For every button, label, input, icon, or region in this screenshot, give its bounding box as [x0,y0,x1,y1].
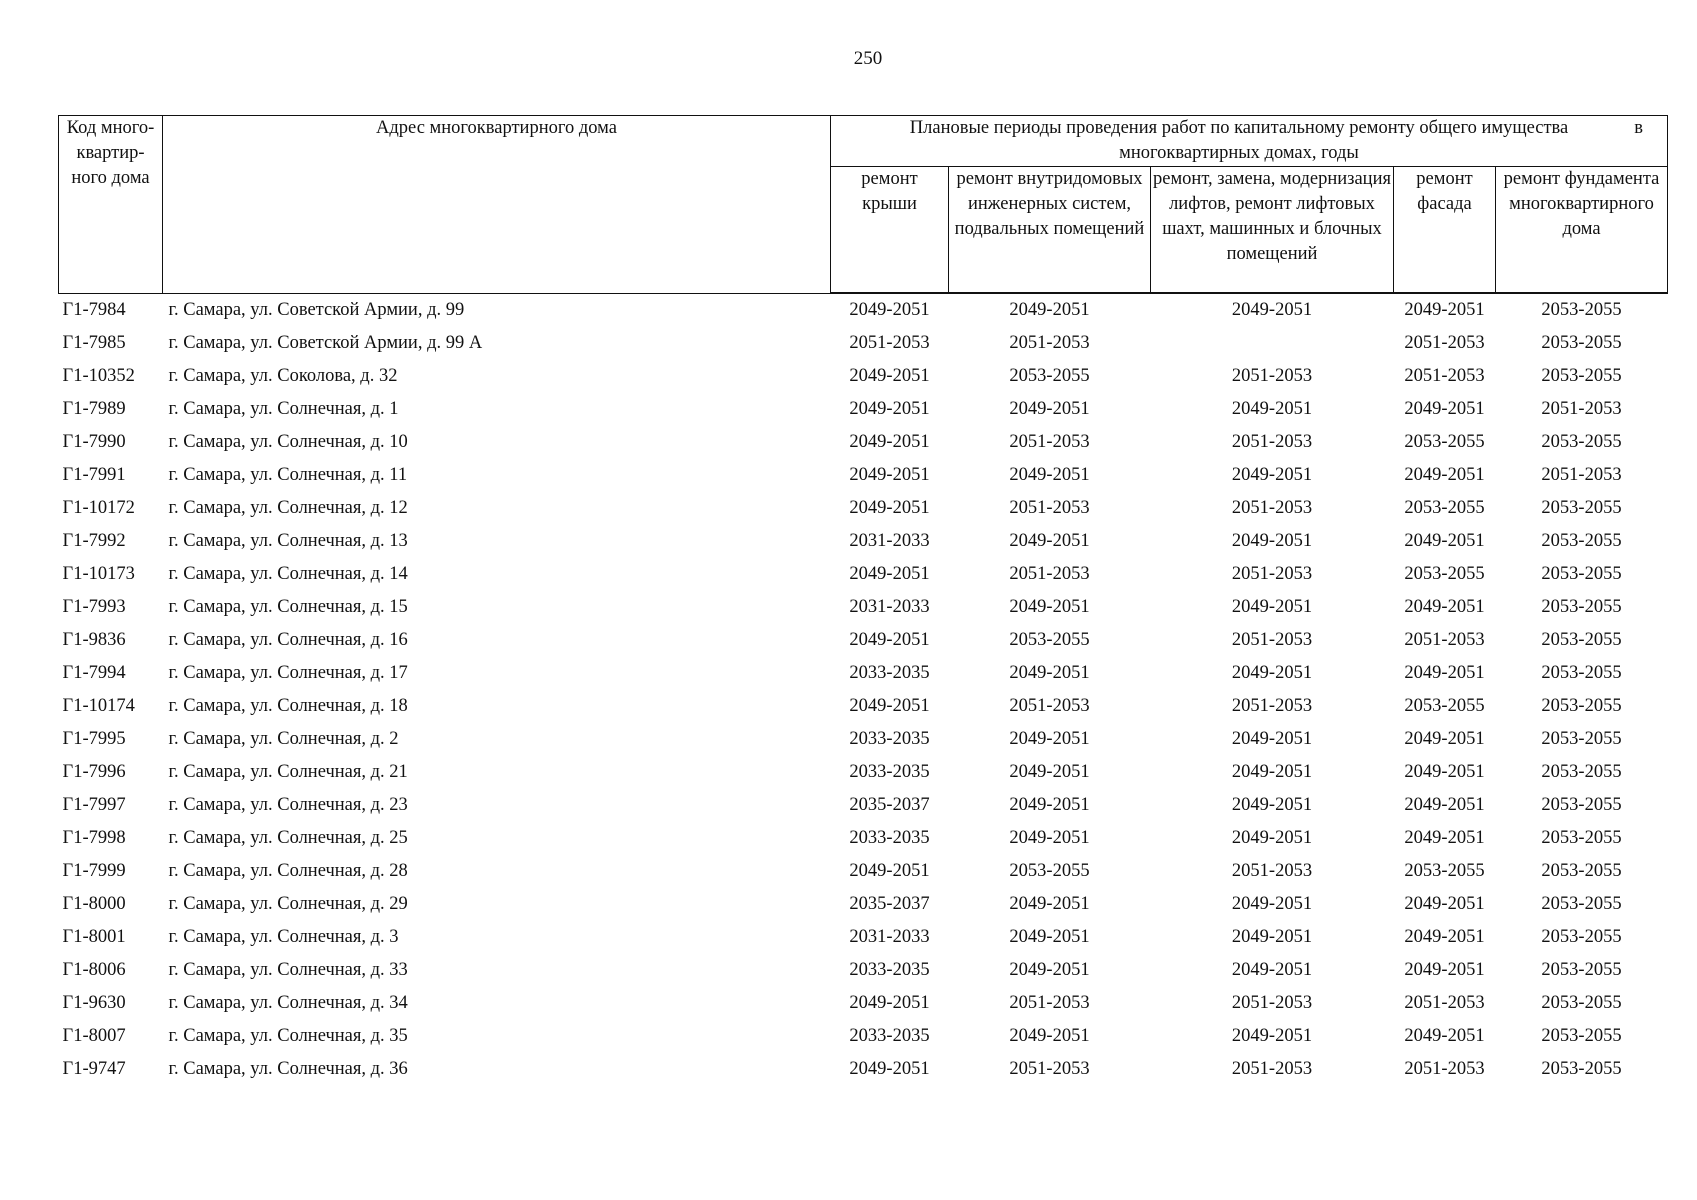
cell-code: Г1-10352 [62,366,135,386]
cell-roof: 2049-2051 [849,399,930,419]
cell-roof: 2049-2051 [849,1059,930,1079]
table-row [59,293,1668,327]
cell-foundation: 2053-2055 [1541,531,1622,551]
cell-address: г. Самара, ул. Солнечная, д. 36 [168,1059,408,1079]
cell-facade: 2049-2051 [1404,795,1485,815]
header-planned-periods [831,116,1668,167]
cell-address: г. Самара, ул. Солнечная, д. 1 [168,399,399,419]
cell-code: Г1-9747 [62,1059,126,1079]
cell-engineering: 2049-2051 [1009,663,1090,683]
cell-facade: 2049-2051 [1404,399,1485,419]
cell-engineering: 2049-2051 [1009,894,1090,914]
table-row [59,360,1668,393]
cell-foundation: 2053-2055 [1541,960,1622,980]
cell-foundation: 2053-2055 [1541,927,1622,947]
header-planned-periods-line2: многоквартирных домах, годы [1119,143,1359,163]
cell-foundation: 2053-2055 [1541,630,1622,650]
cell-roof: 2049-2051 [849,498,930,518]
cell-engineering: 2049-2051 [1009,465,1090,485]
cell-engineering: 2051-2053 [1009,993,1090,1013]
cell-code: Г1-9836 [62,630,126,650]
cell-lifts: 2049-2051 [1231,399,1313,419]
cell-facade: 2053-2055 [1404,564,1485,584]
cell-foundation: 2053-2055 [1541,861,1622,881]
cell-lifts: 2049-2051 [1231,828,1313,848]
cell-address: г. Самара, ул. Солнечная, д. 3 [168,927,399,947]
cell-code: Г1-7992 [62,531,126,551]
cell-facade: 2053-2055 [1404,696,1485,716]
cell-address: г. Самара, ул. Солнечная, д. 23 [168,795,408,815]
cell-facade: 2049-2051 [1404,927,1485,947]
table-row [59,822,1668,855]
cell-foundation: 2053-2055 [1541,795,1622,815]
cell-roof: 2031-2033 [849,927,930,947]
cell-engineering: 2053-2055 [1009,630,1090,650]
cell-lifts: 2051-2053 [1231,630,1313,650]
cell-facade: 2049-2051 [1404,531,1485,551]
cell-address: г. Самара, ул. Солнечная, д. 13 [168,531,408,551]
cell-engineering: 2051-2053 [1009,333,1090,353]
cell-foundation: 2051-2053 [1541,399,1622,419]
cell-address: г. Самара, ул. Солнечная, д. 35 [168,1026,408,1046]
table-row [59,492,1668,525]
cell-foundation: 2053-2055 [1541,663,1622,683]
cell-lifts: 2049-2051 [1231,729,1313,749]
cell-facade: 2049-2051 [1404,597,1485,617]
cell-address: г. Самара, ул. Солнечная, д. 28 [168,861,408,881]
cell-engineering: 2051-2053 [1009,696,1090,716]
cell-code: Г1-7984 [62,299,126,320]
cell-code: Г1-7995 [62,729,126,749]
cell-roof: 2051-2053 [849,333,930,353]
header-engineering: ремонт внутридомовых инженерных систем, подвальных помещений [949,167,1151,294]
cell-engineering: 2049-2051 [1009,300,1090,320]
cell-code: Г1-7999 [62,861,126,881]
table-row [59,690,1668,723]
table-row [59,954,1668,987]
cell-engineering: 2049-2051 [1009,531,1090,551]
cell-lifts: 2051-2053 [1231,861,1313,881]
cell-lifts: 2051-2053 [1231,498,1313,518]
cell-facade: 2053-2055 [1404,432,1485,452]
table-row [59,921,1668,954]
cell-address: г. Самара, ул. Солнечная, д. 17 [168,663,408,683]
cell-code: Г1-8000 [62,894,126,914]
cell-roof: 2033-2035 [849,729,930,749]
header-foundation: ремонт фундамента многоквартирного дома [1496,167,1668,294]
cell-code: Г1-7990 [62,432,126,452]
cell-facade: 2053-2055 [1404,861,1485,881]
header-lifts: ремонт, замена, модернизация лифтов, ремонт лифтовых шахт, машинных и блочных помещений [1151,167,1394,294]
cell-lifts: 2049-2051 [1231,465,1313,485]
cell-code: Г1-7996 [62,762,126,782]
cell-facade: 2049-2051 [1404,894,1485,914]
cell-engineering: 2049-2051 [1009,729,1090,749]
table-row [59,723,1668,756]
cell-address: г. Самара, ул. Солнечная, д. 14 [168,564,408,584]
table-row [59,591,1668,624]
header-code: Код много-квартир-ного дома [59,116,163,294]
table-row [59,888,1668,921]
cell-code: Г1-8001 [62,927,126,947]
cell-address: г. Самара, ул. Солнечная, д. 16 [168,630,408,650]
cell-roof: 2049-2051 [849,993,930,1013]
cell-code: Г1-7997 [62,795,126,815]
cell-code: Г1-7998 [62,828,126,848]
cell-engineering: 2049-2051 [1009,795,1090,815]
table-row [59,558,1668,591]
cell-code: Г1-8006 [62,960,126,980]
cell-roof: 2031-2033 [849,531,930,551]
cell-lifts [1151,327,1394,360]
header-roof: ремонт крыши [831,167,949,294]
cell-code: Г1-9630 [62,993,126,1013]
table-row [59,657,1668,690]
cell-engineering: 2051-2053 [1009,432,1090,452]
cell-engineering: 2049-2051 [1009,1026,1090,1046]
cell-lifts: 2049-2051 [1231,927,1313,947]
cell-address: г. Самара, ул. Солнечная, д. 34 [168,993,408,1013]
table-row [59,789,1668,822]
cell-foundation: 2053-2055 [1541,498,1622,518]
page-number: 250 [853,48,883,69]
header-address: Адрес многоквартирного дома [163,116,831,294]
cell-foundation: 2053-2055 [1541,432,1622,452]
table-row [59,987,1668,1020]
cell-address: г. Самара, ул. Советской Армии, д. 99 А [168,333,483,353]
cell-facade: 2051-2053 [1404,366,1485,386]
cell-lifts: 2051-2053 [1231,432,1313,452]
cell-roof: 2049-2051 [849,696,930,716]
cell-code: Г1-7985 [62,333,126,353]
cell-address: г. Самара, ул. Солнечная, д. 10 [168,432,408,452]
cell-engineering: 2049-2051 [1009,762,1090,782]
cell-address: г. Самара, ул. Солнечная, д. 15 [168,597,408,617]
cell-facade: 2051-2053 [1404,1059,1485,1079]
table-row [59,327,1668,360]
cell-engineering: 2049-2051 [1009,927,1090,947]
cell-roof: 2049-2051 [849,366,930,386]
cell-address: г. Самара, ул. Солнечная, д. 12 [168,498,408,518]
cell-foundation: 2053-2055 [1541,300,1622,320]
cell-engineering: 2049-2051 [1009,597,1090,617]
cell-engineering: 2053-2055 [1009,861,1090,881]
cell-lifts: 2051-2053 [1231,1059,1313,1079]
cell-roof: 2049-2051 [849,630,930,650]
cell-address: г. Самара, ул. Солнечная, д. 21 [168,762,408,782]
cell-engineering: 2049-2051 [1009,828,1090,848]
cell-foundation: 2053-2055 [1541,1026,1622,1046]
cell-lifts: 2051-2053 [1231,366,1313,386]
cell-roof: 2033-2035 [849,1026,930,1046]
cell-roof: 2031-2033 [849,597,930,617]
table-row [59,459,1668,492]
table-header [59,116,1668,294]
cell-foundation: 2053-2055 [1541,564,1622,584]
cell-roof: 2035-2037 [849,795,930,815]
cell-roof: 2033-2035 [849,663,930,683]
cell-engineering: 2049-2051 [1009,399,1090,419]
cell-facade: 2049-2051 [1404,828,1485,848]
cell-roof: 2033-2035 [849,828,930,848]
repair-schedule-table [58,115,1668,1086]
cell-foundation: 2053-2055 [1541,597,1622,617]
cell-engineering: 2051-2053 [1009,1059,1090,1079]
cell-lifts: 2049-2051 [1231,762,1313,782]
cell-facade: 2049-2051 [1404,960,1485,980]
cell-facade: 2049-2051 [1404,762,1485,782]
table-row [59,1053,1668,1086]
cell-code: Г1-8007 [62,1026,126,1046]
cell-address: г. Самара, ул. Соколова, д. 32 [168,366,398,386]
cell-code: Г1-7994 [62,663,126,683]
header-planned-periods-tail: в [1634,118,1644,138]
cell-facade: 2051-2053 [1404,993,1485,1013]
cell-facade: 2053-2055 [1404,498,1485,518]
header-planned-periods-line1: Плановые периоды проведения работ по капитальному ремонту общего имущества [909,118,1569,138]
cell-roof: 2035-2037 [849,894,930,914]
cell-lifts: 2049-2051 [1231,795,1313,815]
cell-foundation: 2053-2055 [1541,1059,1622,1079]
cell-lifts: 2049-2051 [1231,960,1313,980]
header-facade: ремонт фасада [1394,167,1496,294]
cell-foundation: 2053-2055 [1541,366,1622,386]
table-row [59,756,1668,789]
cell-address: г. Самара, ул. Солнечная, д. 11 [168,465,408,485]
cell-lifts: 2049-2051 [1231,663,1313,683]
table-row [59,624,1668,657]
cell-foundation: 2053-2055 [1541,993,1622,1013]
cell-lifts: 2049-2051 [1231,1026,1313,1046]
cell-facade: 2049-2051 [1404,729,1485,749]
cell-engineering: 2049-2051 [1009,960,1090,980]
cell-engineering: 2053-2055 [1009,366,1090,386]
table-row [59,1020,1668,1053]
cell-lifts: 2049-2051 [1231,531,1313,551]
cell-code: Г1-7991 [62,465,126,485]
cell-lifts: 2051-2053 [1231,993,1313,1013]
cell-lifts: 2049-2051 [1231,894,1313,914]
cell-foundation: 2053-2055 [1541,828,1622,848]
cell-roof: 2033-2035 [849,762,930,782]
cell-engineering: 2051-2053 [1009,564,1090,584]
cell-address: г. Самара, ул. Солнечная, д. 33 [168,960,408,980]
cell-code: Г1-10172 [62,498,135,518]
cell-facade: 2049-2051 [1404,1026,1485,1046]
table-row [59,525,1668,558]
cell-address: г. Самара, ул. Солнечная, д. 25 [168,828,408,848]
cell-code: Г1-10173 [62,564,135,584]
cell-lifts: 2049-2051 [1231,300,1313,320]
cell-roof: 2033-2035 [849,960,930,980]
cell-roof: 2049-2051 [849,861,930,881]
cell-facade: 2049-2051 [1404,663,1485,683]
cell-facade: 2051-2053 [1404,630,1485,650]
cell-facade: 2049-2051 [1404,465,1485,485]
cell-lifts: 2051-2053 [1231,696,1313,716]
cell-code: Г1-7993 [62,597,126,617]
table-row [59,393,1668,426]
cell-foundation: 2051-2053 [1541,465,1622,485]
cell-code: Г1-10174 [62,696,135,716]
cell-roof: 2049-2051 [849,465,930,485]
cell-foundation: 2053-2055 [1541,333,1622,353]
cell-roof: 2049-2051 [849,300,930,320]
cell-roof: 2049-2051 [849,432,930,452]
table-row [59,855,1668,888]
cell-foundation: 2053-2055 [1541,729,1622,749]
cell-address: г. Самара, ул. Солнечная, д. 2 [168,729,399,749]
cell-foundation: 2053-2055 [1541,894,1622,914]
cell-engineering: 2051-2053 [1009,498,1090,518]
cell-foundation: 2053-2055 [1541,762,1622,782]
cell-code: Г1-7989 [62,399,126,419]
table-row [59,426,1668,459]
cell-address: г. Самара, ул. Солнечная, д. 29 [168,894,408,914]
cell-roof: 2049-2051 [849,564,930,584]
cell-address: г. Самара, ул. Советской Армии, д. 99 [168,299,465,320]
cell-lifts: 2049-2051 [1231,597,1313,617]
cell-address: г. Самара, ул. Солнечная, д. 18 [168,696,408,716]
cell-foundation: 2053-2055 [1541,696,1622,716]
cell-lifts: 2051-2053 [1231,564,1313,584]
cell-facade: 2051-2053 [1404,333,1485,353]
table-body [59,293,1668,1086]
cell-facade: 2049-2051 [1404,300,1485,320]
